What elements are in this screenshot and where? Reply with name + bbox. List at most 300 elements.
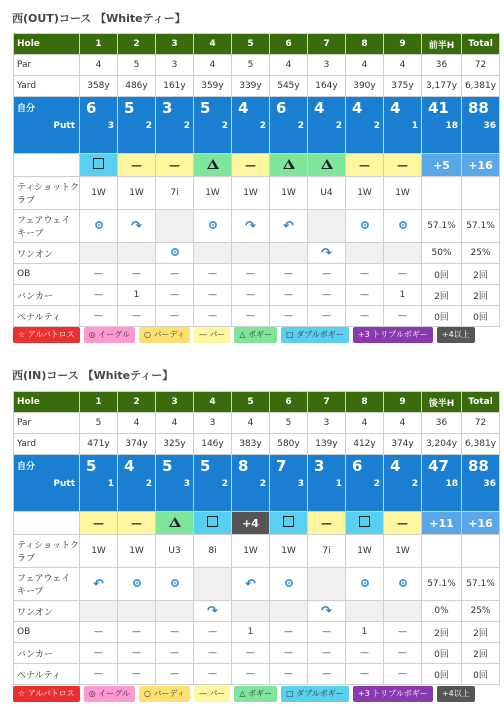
- bunker-value: 0回: [422, 643, 462, 664]
- one-on-cell: [384, 243, 422, 264]
- yard-value: 6,381y: [462, 76, 500, 97]
- score-putts: 2: [411, 479, 418, 489]
- result-cell: [232, 154, 270, 177]
- bunker-value: —: [384, 643, 422, 664]
- result-cell: [384, 154, 422, 177]
- yard-value: 580y: [270, 434, 308, 455]
- one-on-cell: [156, 601, 194, 622]
- one-on-cell: [346, 243, 384, 264]
- legend-item: ☆ アルバトロス: [13, 686, 80, 702]
- arrow-right-icon: ↷: [207, 603, 218, 619]
- score-strokes: 4: [238, 99, 249, 117]
- score-cell: [462, 97, 500, 154]
- ob-row: [14, 622, 500, 643]
- score-strokes: 6: [86, 99, 97, 117]
- fairway-cell: [156, 210, 194, 243]
- target-icon: [399, 579, 407, 587]
- dash-icon: —: [245, 158, 256, 172]
- hole-number: 7: [308, 392, 346, 413]
- penalty-value: 0回: [422, 664, 462, 685]
- score-strokes: 5: [162, 457, 173, 475]
- fairway-cell: [80, 210, 118, 243]
- score-strokes: 5: [200, 99, 211, 117]
- penalty-value: —: [118, 306, 156, 327]
- par-value: 4: [384, 413, 422, 434]
- ob-value: —: [156, 622, 194, 643]
- fairway-cell: [194, 568, 232, 601]
- tee-club-value: 1W: [80, 177, 118, 210]
- score-putts: 2: [373, 121, 380, 131]
- score-putts: 18: [445, 479, 458, 489]
- dash-icon: —: [131, 158, 142, 172]
- score-strokes: 5: [124, 99, 135, 117]
- out-course-title: 西(OUT)コース 【Whiteティー】: [12, 12, 186, 25]
- par-value: 5: [232, 55, 270, 76]
- fairway-cell: 57.1%: [462, 568, 500, 601]
- arrow-right-icon: ↷: [131, 218, 142, 234]
- tee-club-row: [14, 177, 500, 210]
- putt-label: Putt: [53, 479, 75, 489]
- legend-item: ◎ イーグル: [84, 327, 135, 343]
- score-strokes: 88: [468, 457, 489, 475]
- fairway-cell: 57.1%: [422, 210, 462, 243]
- result-label-empty: [14, 154, 80, 177]
- tee-club-value: 1W: [384, 535, 422, 568]
- score-cell: [422, 97, 462, 154]
- target-icon: [95, 221, 103, 229]
- hole-number: 3: [156, 34, 194, 55]
- ob-value: —: [156, 264, 194, 285]
- in-scorecard: [13, 391, 500, 685]
- score-strokes: 4: [390, 99, 401, 117]
- score-putts: 2: [335, 121, 342, 131]
- score-cell: [422, 455, 462, 512]
- penalty-value: —: [270, 664, 308, 685]
- target-icon: [133, 579, 141, 587]
- fairway-cell: 57.1%: [462, 210, 500, 243]
- ob-value: —: [194, 622, 232, 643]
- target-icon: [209, 221, 217, 229]
- result-cell: [194, 154, 232, 177]
- par-label: Par: [14, 413, 80, 434]
- yard-value: 161y: [156, 76, 194, 97]
- score-putts: 3: [183, 479, 190, 489]
- ob-value: —: [194, 264, 232, 285]
- yard-value: 358y: [80, 76, 118, 97]
- penalty-value: —: [384, 306, 422, 327]
- hole-number: 5: [232, 34, 270, 55]
- par-value: 5: [270, 413, 308, 434]
- penalty-value: —: [232, 664, 270, 685]
- penalty-value: —: [80, 306, 118, 327]
- score-putts: 3: [297, 479, 304, 489]
- score-row: [14, 97, 500, 154]
- triangle-icon: [283, 159, 295, 169]
- legend-item: ◎ イーグル: [84, 686, 135, 702]
- bunker-row: [14, 643, 500, 664]
- score-cell: [308, 455, 346, 512]
- score-strokes: 8: [238, 457, 249, 475]
- ob-value: —: [118, 622, 156, 643]
- legend-item: □ ダブルボギー: [281, 686, 349, 702]
- score-cell: [156, 97, 194, 154]
- bunker-value: 2回: [462, 643, 500, 664]
- score-row: [14, 455, 500, 512]
- legend-item: — パー: [194, 327, 231, 343]
- in-course-title: 西(IN)コース 【Whiteティー】: [12, 369, 174, 382]
- one-on-cell: [194, 243, 232, 264]
- ob-value: 1: [232, 622, 270, 643]
- one-on-cell: [270, 601, 308, 622]
- fairway-row: [14, 568, 500, 601]
- result-cell: [194, 512, 232, 535]
- result-cell: [270, 512, 308, 535]
- penalty-label: ペナルティ: [14, 306, 80, 327]
- bunker-row: [14, 285, 500, 306]
- penalty-value: —: [194, 664, 232, 685]
- yard-row: [14, 434, 500, 455]
- yard-value: 486y: [118, 76, 156, 97]
- par-value: 36: [422, 413, 462, 434]
- one-on-cell: [118, 243, 156, 264]
- target-icon: [285, 579, 293, 587]
- tee-club-value: 1W: [270, 535, 308, 568]
- one-on-cell: [118, 601, 156, 622]
- hole-number: 2: [118, 34, 156, 55]
- score-putts: 1: [411, 121, 418, 131]
- penalty-value: 0回: [422, 306, 462, 327]
- par-value: 3: [308, 413, 346, 434]
- par-value: 4: [346, 55, 384, 76]
- penalty-label: ペナルティ: [14, 664, 80, 685]
- result-label-empty: [14, 512, 80, 535]
- ob-value: —: [384, 622, 422, 643]
- fairway-row: [14, 210, 500, 243]
- legend-item: △ ボギー: [234, 686, 277, 702]
- yard-value: 359y: [194, 76, 232, 97]
- fairway-cell: 57.1%: [422, 568, 462, 601]
- score-putts: 2: [145, 121, 152, 131]
- ob-value: —: [270, 264, 308, 285]
- score-strokes: 5: [86, 457, 97, 475]
- hole-number: 8: [346, 34, 384, 55]
- penalty-value: —: [308, 664, 346, 685]
- target-icon: [171, 248, 179, 256]
- arrow-left-icon: ↶: [245, 576, 256, 592]
- result-row: [14, 154, 500, 177]
- score-strokes: 4: [314, 99, 325, 117]
- fairway-cell: [194, 210, 232, 243]
- score-legend: [13, 686, 475, 702]
- score-cell: [194, 97, 232, 154]
- one-on-cell: [156, 243, 194, 264]
- one-on-cell: [270, 243, 308, 264]
- result-cell: +4: [232, 512, 270, 535]
- par-label: Par: [14, 55, 80, 76]
- ob-value: 2回: [462, 622, 500, 643]
- result-cell: +11: [422, 512, 462, 535]
- dash-icon: —: [169, 158, 180, 172]
- score-putts: 2: [297, 121, 304, 131]
- penalty-value: —: [270, 306, 308, 327]
- score-strokes: 4: [124, 457, 135, 475]
- hole-number: 9: [384, 34, 422, 55]
- score-cell: [462, 455, 500, 512]
- fairway-cell: [118, 210, 156, 243]
- score-cell: [346, 97, 384, 154]
- hole-number: 後半H: [422, 392, 462, 413]
- score-cell: [118, 455, 156, 512]
- bunker-value: —: [308, 285, 346, 306]
- tee-club-value: [462, 177, 500, 210]
- penalty-value: —: [80, 664, 118, 685]
- bunker-value: —: [80, 643, 118, 664]
- result-cell: [118, 154, 156, 177]
- result-row: [14, 512, 500, 535]
- score-putts: 1: [335, 479, 342, 489]
- ob-value: 1: [346, 622, 384, 643]
- square-icon: [359, 516, 370, 527]
- score-cell: [384, 97, 422, 154]
- hole-number: 1: [80, 392, 118, 413]
- par-value: 4: [232, 413, 270, 434]
- legend-item: ○ バーディ: [139, 327, 190, 343]
- score-putts: 2: [145, 479, 152, 489]
- score-cell: [346, 455, 384, 512]
- hole-number: Total: [462, 392, 500, 413]
- ob-row: [14, 264, 500, 285]
- penalty-value: —: [308, 306, 346, 327]
- ob-value: —: [270, 622, 308, 643]
- bunker-value: —: [232, 285, 270, 306]
- hole-number: 4: [194, 392, 232, 413]
- penalty-value: —: [232, 306, 270, 327]
- bunker-value: —: [80, 285, 118, 306]
- yard-value: 3,177y: [422, 76, 462, 97]
- arrow-right-icon: ↷: [321, 245, 332, 261]
- result-cell: [346, 154, 384, 177]
- tee-club-label: ティショットクラブ: [14, 177, 80, 210]
- ob-value: 2回: [462, 264, 500, 285]
- bunker-value: 2回: [462, 285, 500, 306]
- score-legend: [13, 327, 475, 343]
- tee-club-value: 1W: [384, 177, 422, 210]
- tee-club-value: 1W: [232, 535, 270, 568]
- result-cell: [80, 154, 118, 177]
- yard-value: 325y: [156, 434, 194, 455]
- par-value: 4: [194, 55, 232, 76]
- ob-value: —: [80, 264, 118, 285]
- bunker-value: 2回: [422, 285, 462, 306]
- result-cell: +5: [422, 154, 462, 177]
- score-putts: 2: [259, 479, 266, 489]
- legend-item: △ ボギー: [234, 327, 277, 343]
- penalty-value: —: [194, 306, 232, 327]
- score-putts: 18: [445, 121, 458, 131]
- score-cell: [384, 455, 422, 512]
- fairway-label: フェアウェイキープ: [14, 568, 80, 601]
- bunker-value: —: [270, 285, 308, 306]
- fairway-cell: [308, 568, 346, 601]
- par-value: 4: [270, 55, 308, 76]
- penalty-value: 0回: [462, 664, 500, 685]
- yard-label: Yard: [14, 434, 80, 455]
- arrow-left-icon: ↶: [283, 218, 294, 234]
- penalty-row: [14, 664, 500, 685]
- hole-number: 前半H: [422, 34, 462, 55]
- one-on-label: ワンオン: [14, 243, 80, 264]
- header-row: [14, 34, 500, 55]
- result-cell: +16: [462, 512, 500, 535]
- arrow-right-icon: ↷: [245, 218, 256, 234]
- score-cell: [118, 97, 156, 154]
- target-icon: [361, 579, 369, 587]
- yard-row: [14, 76, 500, 97]
- self-score-label: [14, 455, 80, 512]
- fairway-cell: [118, 568, 156, 601]
- triangle-icon: [207, 159, 219, 169]
- tee-club-value: U4: [308, 177, 346, 210]
- fairway-cell: [232, 210, 270, 243]
- bunker-value: —: [118, 643, 156, 664]
- par-value: 4: [118, 413, 156, 434]
- target-icon: [361, 221, 369, 229]
- bunker-label: バンカー: [14, 643, 80, 664]
- yard-value: 139y: [308, 434, 346, 455]
- tee-club-value: 1W: [346, 535, 384, 568]
- hole-label: Hole: [14, 34, 80, 55]
- hole-number: Total: [462, 34, 500, 55]
- yard-value: 164y: [308, 76, 346, 97]
- yard-value: 375y: [384, 76, 422, 97]
- yard-label: Yard: [14, 76, 80, 97]
- triangle-icon: [321, 159, 333, 169]
- bunker-value: 1: [384, 285, 422, 306]
- tee-club-value: [422, 535, 462, 568]
- result-cell: [384, 512, 422, 535]
- dash-icon: —: [359, 158, 370, 172]
- score-putts: 2: [221, 121, 228, 131]
- par-value: 36: [422, 55, 462, 76]
- one-on-row: [14, 601, 500, 622]
- par-value: 3: [308, 55, 346, 76]
- bunker-value: —: [308, 643, 346, 664]
- tee-club-label: ティショットクラブ: [14, 535, 80, 568]
- fairway-cell: [80, 568, 118, 601]
- bunker-value: —: [346, 285, 384, 306]
- fairway-cell: [346, 568, 384, 601]
- target-icon: [399, 221, 407, 229]
- ob-value: —: [118, 264, 156, 285]
- penalty-value: —: [156, 664, 194, 685]
- arrow-left-icon: ↶: [93, 576, 104, 592]
- ob-label: OB: [14, 264, 80, 285]
- tee-club-value: 1W: [118, 535, 156, 568]
- score-strokes: 5: [200, 457, 211, 475]
- one-on-cell: [308, 243, 346, 264]
- score-cell: [270, 455, 308, 512]
- fairway-cell: [270, 210, 308, 243]
- one-on-label: ワンオン: [14, 601, 80, 622]
- tee-club-value: [462, 535, 500, 568]
- tee-club-row: [14, 535, 500, 568]
- yard-value: 3,204y: [422, 434, 462, 455]
- one-on-cell: [194, 601, 232, 622]
- ob-label: OB: [14, 622, 80, 643]
- dash-icon: —: [321, 516, 332, 530]
- penalty-row: [14, 306, 500, 327]
- hole-number: 4: [194, 34, 232, 55]
- one-on-cell: [384, 601, 422, 622]
- ob-value: —: [80, 622, 118, 643]
- yard-value: 390y: [346, 76, 384, 97]
- score-strokes: 6: [276, 99, 287, 117]
- score-cell: [232, 97, 270, 154]
- yard-value: 383y: [232, 434, 270, 455]
- par-value: 5: [118, 55, 156, 76]
- tee-club-value: 1W: [118, 177, 156, 210]
- square-icon: [93, 158, 104, 169]
- penalty-value: —: [384, 664, 422, 685]
- one-on-cell: [80, 243, 118, 264]
- bunker-value: 1: [118, 285, 156, 306]
- par-value: 72: [462, 413, 500, 434]
- yard-value: 471y: [80, 434, 118, 455]
- legend-item: ○ バーディ: [139, 686, 190, 702]
- bunker-value: —: [194, 643, 232, 664]
- legend-item: +3 トリプルボギー: [353, 327, 433, 343]
- fairway-label: フェアウェイキープ: [14, 210, 80, 243]
- fairway-cell: [346, 210, 384, 243]
- self-score-label: [14, 97, 80, 154]
- hole-number: 6: [270, 34, 308, 55]
- score-putts: 2: [259, 121, 266, 131]
- putt-label: Putt: [53, 121, 75, 131]
- score-strokes: 7: [276, 457, 287, 475]
- penalty-value: —: [346, 664, 384, 685]
- score-cell: [270, 97, 308, 154]
- tee-club-value: 1W: [194, 177, 232, 210]
- ob-value: —: [308, 264, 346, 285]
- penalty-value: —: [156, 306, 194, 327]
- score-cell: [156, 455, 194, 512]
- score-strokes: 3: [314, 457, 325, 475]
- ob-value: 0回: [422, 264, 462, 285]
- tee-club-value: 1W: [346, 177, 384, 210]
- one-on-cell: [232, 601, 270, 622]
- tee-club-value: 1W: [270, 177, 308, 210]
- hole-number: 9: [384, 392, 422, 413]
- bunker-value: —: [156, 643, 194, 664]
- score-putts: 1: [107, 479, 114, 489]
- par-value: 4: [80, 55, 118, 76]
- par-value: 3: [156, 55, 194, 76]
- hole-number: 6: [270, 392, 308, 413]
- dash-icon: —: [397, 516, 408, 530]
- bunker-label: バンカー: [14, 285, 80, 306]
- result-cell: [118, 512, 156, 535]
- fairway-cell: [156, 568, 194, 601]
- legend-item: +4以上: [437, 686, 475, 702]
- square-icon: [283, 516, 294, 527]
- self-label: 自分: [17, 104, 36, 114]
- fairway-cell: [308, 210, 346, 243]
- one-on-row: [14, 243, 500, 264]
- one-on-cell: [308, 601, 346, 622]
- score-putts: 2: [221, 479, 228, 489]
- ob-value: —: [232, 264, 270, 285]
- score-putts: 2: [373, 479, 380, 489]
